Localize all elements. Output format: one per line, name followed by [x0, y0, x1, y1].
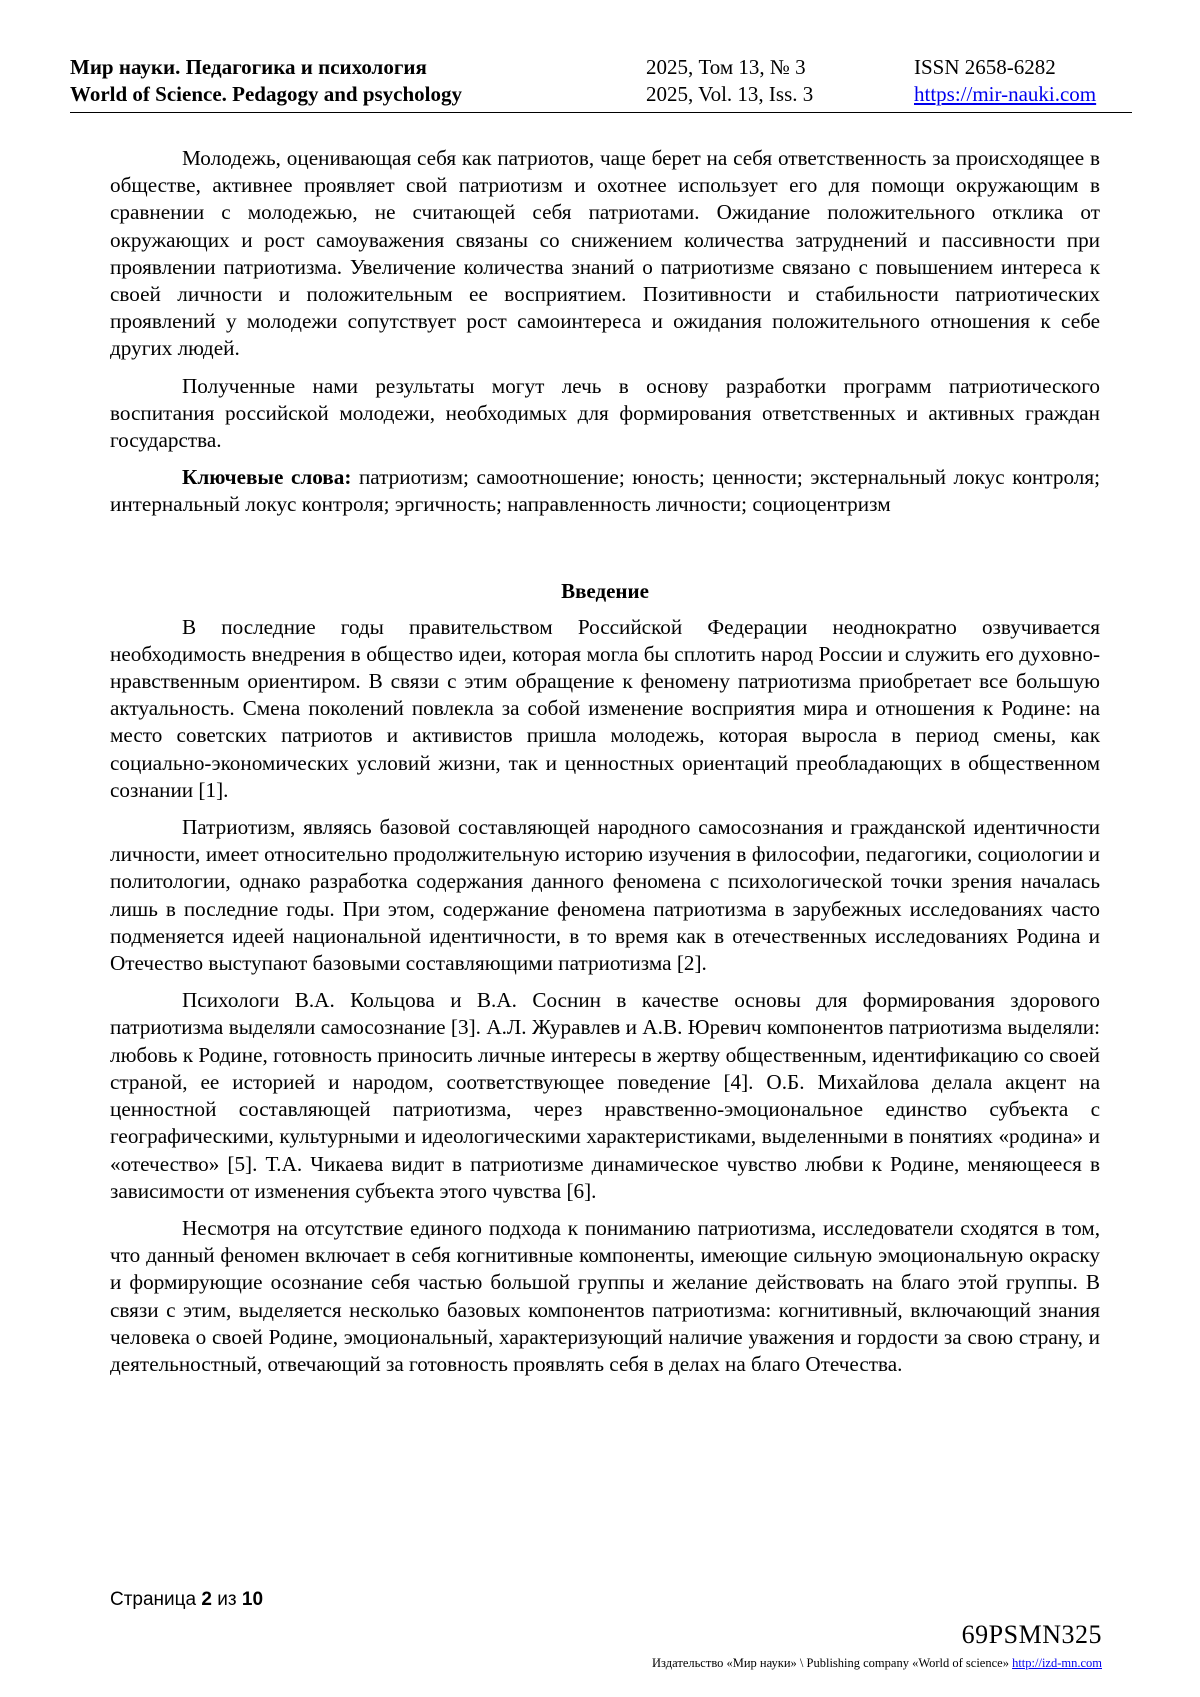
- keywords-label: Ключевые слова:: [182, 465, 352, 490]
- page-of: из: [217, 1589, 237, 1610]
- journal-site-link[interactable]: https://mir-nauki.com: [914, 82, 1097, 106]
- publisher-name: Издательство «Мир науки» \ Publishing company «World of science»: [652, 1656, 1009, 1670]
- publisher-line: [652, 1656, 1102, 1671]
- page-total: 10: [241, 1589, 264, 1610]
- page-current: 2: [201, 1589, 212, 1610]
- keywords-list: патриотизм; самоотношение; юность; ценности; экстернальный локус контроля; интернальный локус контроля; эргичность; направленность личности; социоцентризм: [110, 465, 1101, 517]
- page-header: [70, 48, 1132, 113]
- issn: ISSN 2658-6282: [914, 55, 1056, 79]
- paragraph-6: Несмотря на отсутствие единого подхода к пониманию патриотизма, исследователи сходятся в том, что данный феномен включает в себя когнитивные компоненты, имеющие сильную эмоциональную окраску и формирующие осознание себя частью большой группы и желание действовать на благо этой группы. В связи с этим, выделяется несколько базовых компонентов патриотизма: когнитивный, включающий знания человека о своей Родине, эмоциональный, характеризующий наличие уважения и гордости за свою страну, и деятельностный, отвечающий за готовность проявлять себя в делах на благо Отечества.: [110, 1215, 1100, 1376]
- issue-info-ru: 2025, Том 13, № 3: [646, 55, 806, 79]
- page-word: Страница: [110, 1589, 197, 1610]
- issue-info: [646, 54, 813, 108]
- paragraph-5: Психологи В.А. Кольцова и В.А. Соснин в качестве основы для формирования здорового патриотизма выделяли самосознание [3]. А.Л. Журавлев и А.В. Юревич компонентов патриотизма выделяли: любовь к Родине, готовность приносить личные интересы в жертву общественным, идентификацию со своей страной, ее историей и народом, соответствующее поведение [4]. О.Б. Михайлова делала акцент на ценностной составляющей патриотизма, через нравственно-эмоциональное единство субъекта с географическими, культурными и идеологическими характеристиками, выделенными в понятиях «родина» и «отечество» [5]. Т.А. Чикаева видит в патриотизме динамическое чувство любви к Родине, меняющееся в зависимости от изменения субъекта этого чувства [6].: [110, 988, 1100, 1203]
- journal-title-en: World of Science. Pedagogy and psychology: [70, 82, 463, 106]
- issn-block: [914, 54, 1096, 108]
- paragraph-2: Полученные нами результаты могут лечь в основу разработки программ патриотического воспитания российской молодежи, необходимых для формирования ответственных и активных граждан государства.: [110, 373, 1100, 453]
- paragraph-1: Молодежь, оценивающая себя как патриотов, чаще берет на себя ответственность за происходящее в обществе, активнее проявляет свой патриотизм и охотнее использует его для помощи окружающим в сравнении с молодежью, не считающей себя патриотами. Ожидание положительного отклика от окружающих и рост самоуважения связаны со снижением количества затруднений и пассивности при проявлении патриотизма. Увеличение количества знаний о патриотизме связано с повышением интереса к своей личности и положительным ее восприятием. Позитивности и стабильности патриотических проявлений у молодежи сопутствует рост самоинтереса и ожидания положительного отношения к себе других людей.: [110, 146, 1100, 361]
- page-number: [110, 1589, 263, 1611]
- paragraph-3: В последние годы правительством Российской Федерации неоднократно озвучивается необходимость внедрения в общество идеи, которая могла бы сплотить народ России и служить его духовно-нравственным ориентиром. В связи с этим обращение к феномену патриотизма приобретает все большую актуальность. Смена поколений повлекла за собой изменение восприятия мира и отношения к Родине: на место советских патриотов и активистов пришла молодежь, которая выросла в период смены, как социально-экономических условий жизни, так и ценностных ориентаций преобладающих в общественном сознании [1].: [110, 614, 1100, 802]
- journal-title-ru: Мир науки. Педагогика и психология: [70, 55, 427, 79]
- article-code: 69PSMN325: [961, 1620, 1102, 1649]
- issue-info-en: 2025, Vol. 13, Iss. 3: [646, 82, 814, 106]
- section-heading: Введение: [561, 578, 649, 603]
- paragraph-4: Патриотизм, являясь базовой составляющей народного самосознания и гражданской идентичности личности, имеет относительно продолжительную историю изучения в философии, педагогики, социологии и политологии, однако разработка содержания данного феномена с психологической точки зрения началась лишь в последние годы. При этом, содержание феномена патриотизма в зарубежных исследованиях часто подменяется идеей национальной идентичности, в то время как в отечественных исследованиях Родина и Отечество выступают базовыми составляющими патриотизма [2].: [110, 815, 1100, 976]
- keywords: [110, 464, 1100, 518]
- article-body: [110, 145, 1100, 1388]
- publisher-link[interactable]: http://izd-mn.com: [1012, 1656, 1102, 1670]
- journal-title: [70, 54, 462, 108]
